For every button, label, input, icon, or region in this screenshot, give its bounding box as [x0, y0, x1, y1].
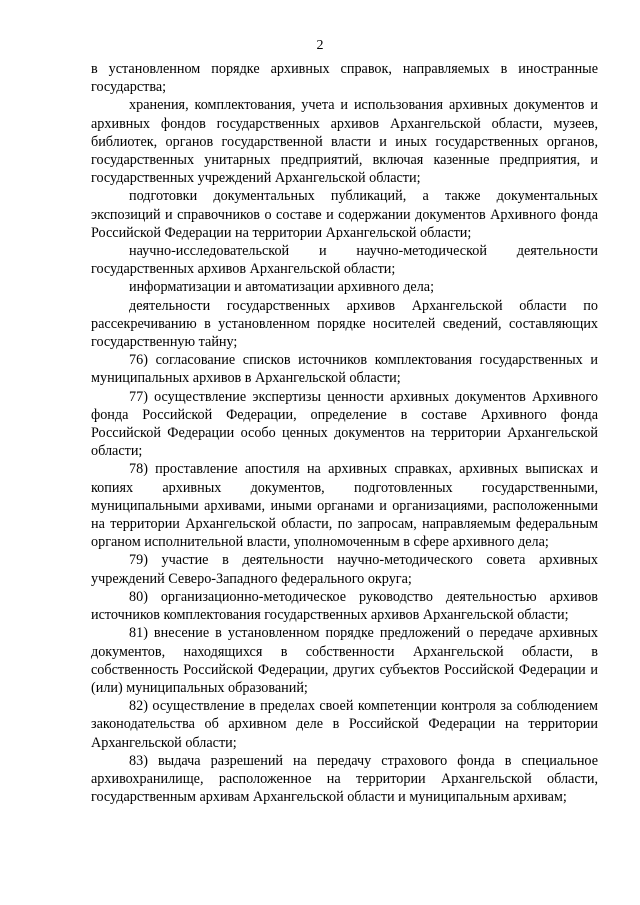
paragraph-informatization: информатизации и автоматизации архивного дела;: [129, 279, 435, 296]
paragraph-documentary-publications: подготовки документальных публикаций, а также документальных экспозиций и справочников о составе и содержании документов Архивного фонда Российской Федерации на территории Архангельской области;: [91, 188, 598, 241]
paragraph-item-83: 83) выдача разрешений на передачу страхового фонда в специальное архивохранилище, расположенное на территории Архангельской области, государственным архивам Архангельской области и муниципальным архивам;: [91, 752, 598, 806]
paragraph-item-80: 80) организационно-методическое руководство деятельностью архивов источников комплектования государственных архивов Архангельской области;: [91, 588, 598, 624]
paragraph-item-81: 81) внесение в установленном порядке предложений о передаче архивных документов, находящихся в собственности Архангельской области, в собственность Российской Федерации, других субъектов Российской Федерации и (или) муниципальных образований;: [91, 625, 598, 696]
paragraph-declassification: деятельности государственных архивов Архангельской области по рассекречиванию в установленном порядке носителей сведений, составляющих государственную тайну;: [91, 297, 598, 351]
paragraph-item-78: 78) проставление апостиля на архивных справках, архивных выписках и копиях архивных документов, подготовленных государственными, муниципальными архивами, иными органами и организациями, расположенными на территории Архангельской области, по запросам, направляемым федеральным органом исполнительной власти, уполномоченным в сфере архивного дела;: [91, 461, 598, 551]
paragraph-archive-certificates-continuation: в установленном порядке архивных справок, направляемых в иностранные государства;: [91, 61, 598, 96]
paragraph-item-82: 82) осуществление в пределах своей компетенции контроля за соблюдением законодательства об архивном деле в Российской Федерации на территории Архангельской области;: [91, 698, 598, 751]
paragraph-item-79: 79) участие в деятельности научно-методического совета архивных учреждений Северо-Западного федерального округа;: [91, 552, 598, 587]
paragraph-research-activity: научно-исследовательской и научно-методической деятельности государственных архивов Архангельской области;: [91, 243, 598, 278]
paragraph-item-76: 76) согласование списков источников комплектования государственных и муниципальных архивов в Архангельской области;: [91, 352, 598, 387]
document-body: [91, 60, 598, 806]
paragraph-storage-acquisition: хранения, комплектования, учета и использования архивных документов и архивных фондов государственных архивов Архангельской области, музеев, библиотек, органов государственной власти и иных государственных органов, государственных унитарных предприятий, включая казенные предприятия, и государственных учреждений Архангельской области;: [91, 97, 598, 187]
page-number: 2: [316, 38, 324, 53]
paragraph-item-77: 77) осуществление экспертизы ценности архивных документов Архивного фонда Российской Федерации, определение в составе Архивного фонда Российской Федерации особо ценных документов на территории Архангельской области;: [91, 388, 598, 460]
